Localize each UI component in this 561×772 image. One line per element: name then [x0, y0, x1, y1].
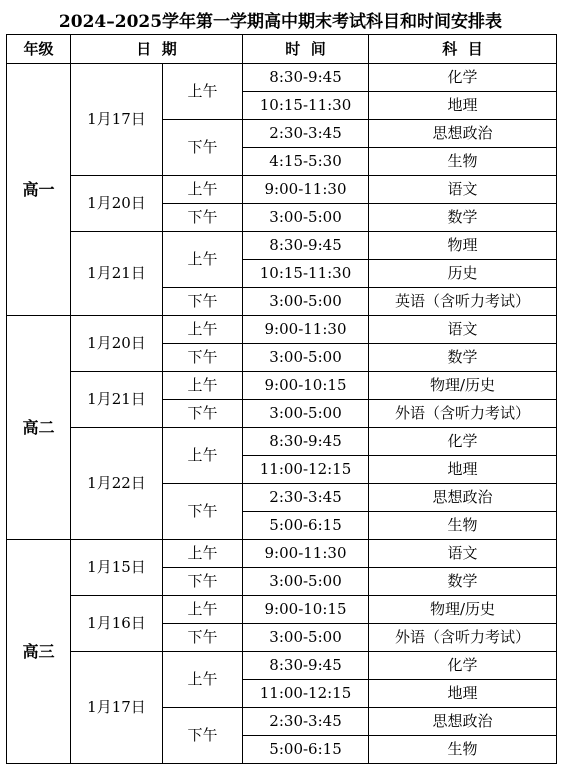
subject-cell: 地理 — [369, 92, 557, 120]
subject-cell: 数学 — [369, 204, 557, 232]
period-cell: 下午 — [163, 568, 243, 596]
time-cell: 8:30-9:45 — [243, 652, 369, 680]
header-time: 时 间 — [243, 35, 369, 64]
time-cell: 8:30-9:45 — [243, 428, 369, 456]
table-row — [7, 176, 557, 204]
time-cell: 11:00-12:15 — [243, 680, 369, 708]
time-cell: 5:00-6:15 — [243, 736, 369, 764]
table-row — [7, 540, 557, 568]
period-cell: 上午 — [163, 232, 243, 288]
subject-cell: 思想政治 — [369, 120, 557, 148]
period-cell: 上午 — [163, 428, 243, 484]
grade-cell: 高一 — [7, 64, 71, 316]
time-cell: 3:00-5:00 — [243, 624, 369, 652]
subject-cell: 生物 — [369, 736, 557, 764]
subject-cell: 物理 — [369, 232, 557, 260]
time-cell: 5:00-6:15 — [243, 512, 369, 540]
subject-cell: 语文 — [369, 316, 557, 344]
exam-schedule-table — [6, 34, 557, 764]
date-cell: 1月21日 — [71, 372, 163, 428]
date-cell: 1月17日 — [71, 64, 163, 176]
time-cell: 10:15-11:30 — [243, 260, 369, 288]
period-cell: 下午 — [163, 344, 243, 372]
time-cell: 9:00-11:30 — [243, 316, 369, 344]
time-cell: 8:30-9:45 — [243, 64, 369, 92]
subject-cell: 生物 — [369, 148, 557, 176]
subject-cell: 数学 — [369, 568, 557, 596]
header-grade: 年级 — [7, 35, 71, 64]
period-cell: 上午 — [163, 652, 243, 708]
subject-cell: 生物 — [369, 512, 557, 540]
header-date: 日 期 — [71, 35, 243, 64]
period-cell: 上午 — [163, 596, 243, 624]
date-cell: 1月21日 — [71, 232, 163, 316]
time-cell: 11:00-12:15 — [243, 456, 369, 484]
time-cell: 3:00-5:00 — [243, 400, 369, 428]
subject-cell: 语文 — [369, 176, 557, 204]
subject-cell: 思想政治 — [369, 708, 557, 736]
subject-cell: 历史 — [369, 260, 557, 288]
subject-cell: 化学 — [369, 428, 557, 456]
period-cell: 下午 — [163, 288, 243, 316]
period-cell: 上午 — [163, 176, 243, 204]
subject-cell: 外语（含听力考试） — [369, 624, 557, 652]
time-cell: 9:00-10:15 — [243, 596, 369, 624]
date-cell: 1月15日 — [71, 540, 163, 596]
grade-cell: 高三 — [7, 540, 71, 764]
table-header-row — [7, 35, 557, 64]
subject-cell: 物理/历史 — [369, 596, 557, 624]
time-cell: 9:00-11:30 — [243, 540, 369, 568]
table-row — [7, 372, 557, 400]
subject-cell: 思想政治 — [369, 484, 557, 512]
grade-cell: 高二 — [7, 316, 71, 540]
period-cell: 下午 — [163, 204, 243, 232]
date-cell: 1月17日 — [71, 652, 163, 764]
subject-cell: 地理 — [369, 456, 557, 484]
time-cell: 2:30-3:45 — [243, 484, 369, 512]
time-cell: 3:00-5:00 — [243, 204, 369, 232]
time-cell: 3:00-5:00 — [243, 288, 369, 316]
page-title: 2024–2025学年第一学期高中期末考试科目和时间安排表 — [58, 12, 503, 32]
subject-cell: 英语（含听力考试） — [369, 288, 557, 316]
header-subject: 科 目 — [369, 35, 557, 64]
date-cell: 1月22日 — [71, 428, 163, 540]
period-cell: 上午 — [163, 316, 243, 344]
time-cell: 2:30-3:45 — [243, 708, 369, 736]
time-cell: 9:00-10:15 — [243, 372, 369, 400]
subject-cell: 化学 — [369, 652, 557, 680]
time-cell: 3:00-5:00 — [243, 568, 369, 596]
period-cell: 下午 — [163, 400, 243, 428]
period-cell: 下午 — [163, 120, 243, 176]
subject-cell: 数学 — [369, 344, 557, 372]
date-cell: 1月16日 — [71, 596, 163, 652]
period-cell: 下午 — [163, 484, 243, 540]
subject-cell: 化学 — [369, 64, 557, 92]
time-cell: 2:30-3:45 — [243, 120, 369, 148]
time-cell: 8:30-9:45 — [243, 232, 369, 260]
date-cell: 1月20日 — [71, 316, 163, 372]
period-cell: 上午 — [163, 64, 243, 120]
time-cell: 3:00-5:00 — [243, 344, 369, 372]
table-row — [7, 596, 557, 624]
subject-cell: 语文 — [369, 540, 557, 568]
time-cell: 4:15-5:30 — [243, 148, 369, 176]
table-row — [7, 316, 557, 344]
subject-cell: 地理 — [369, 680, 557, 708]
period-cell: 下午 — [163, 708, 243, 764]
subject-cell: 外语（含听力考试） — [369, 400, 557, 428]
table-row — [7, 64, 557, 92]
period-cell: 上午 — [163, 540, 243, 568]
time-cell: 9:00-11:30 — [243, 176, 369, 204]
table-row — [7, 428, 557, 456]
subject-cell: 物理/历史 — [369, 372, 557, 400]
table-row — [7, 652, 557, 680]
time-cell: 10:15-11:30 — [243, 92, 369, 120]
date-cell: 1月20日 — [71, 176, 163, 232]
period-cell: 上午 — [163, 372, 243, 400]
table-row — [7, 232, 557, 260]
period-cell: 下午 — [163, 624, 243, 652]
